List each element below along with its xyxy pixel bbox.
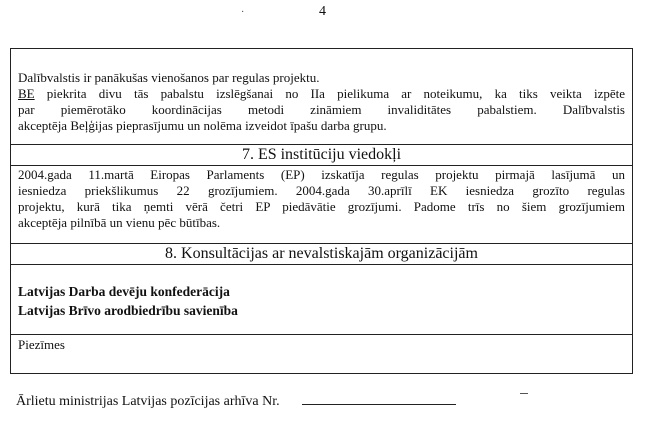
notes-row (11, 334, 632, 355)
section6-text (11, 70, 632, 134)
archive-number-label: Ārlietu ministrijas Latvijas pozīcijas arhīva Nr. (16, 394, 280, 409)
scan-dash (520, 393, 528, 394)
section6-line-2 (18, 86, 625, 102)
position-table (10, 48, 633, 374)
section7-heading: 7. ES institūciju viedokļi (11, 144, 632, 166)
page-number: 4 (319, 4, 326, 19)
org-employers-confederation: Latvijas Darba devēju konfederācija (18, 284, 230, 299)
notes-label: Piezīmes (18, 337, 65, 352)
section7-line-2: iesniedza priekšlikumus 22 grozījumiem. 2004.gada 30.aprīlī EK iesniedza grozīto regulas (18, 183, 625, 198)
section6-line-1: Dalībvalstis ir panākušas vienošanos par regulas projektu. (18, 70, 320, 85)
section7-line-4: akceptēja pilnībā un vienu pēc būtības. (18, 215, 221, 230)
section8-orgs (11, 282, 632, 320)
section6-line-4: akceptēja Beļģijas pieprasījumu un nolēma izveidot īpašu darba grupu. (18, 118, 387, 133)
archive-number-line (302, 394, 456, 405)
scan-speck: · (241, 7, 245, 18)
section6-line-2-text: piekrita divu tās pabalstu izslēgšanai no IIa pielikuma ar noteikumu, ka tiks veikta izpēte (34, 86, 625, 101)
be-abbreviation: BE (18, 86, 35, 101)
section7-line-1: 2004.gada 11.martā Eiropas Parlaments (EP) izskatīja regulas projektu pirmajā lasījumā un (18, 167, 625, 182)
org-trade-unions: Latvijas Brīvo arodbiedrību savienība (18, 303, 238, 318)
section6-line-3: par piemērotāko koordinācijas metodi zināmiem invaliditātes pabalstiem. Dalībvalstis (18, 102, 625, 117)
section7-text (11, 167, 632, 231)
section8-heading: 8. Konsultācijas ar nevalstiskajām organizācijām (11, 243, 632, 265)
archive-footer (16, 394, 456, 410)
section7-line-3: projektu, kurā tika ņemti vērā četri EP piedāvātie grozījumi. Padome trīs no šiem grozījumiem (18, 199, 625, 214)
